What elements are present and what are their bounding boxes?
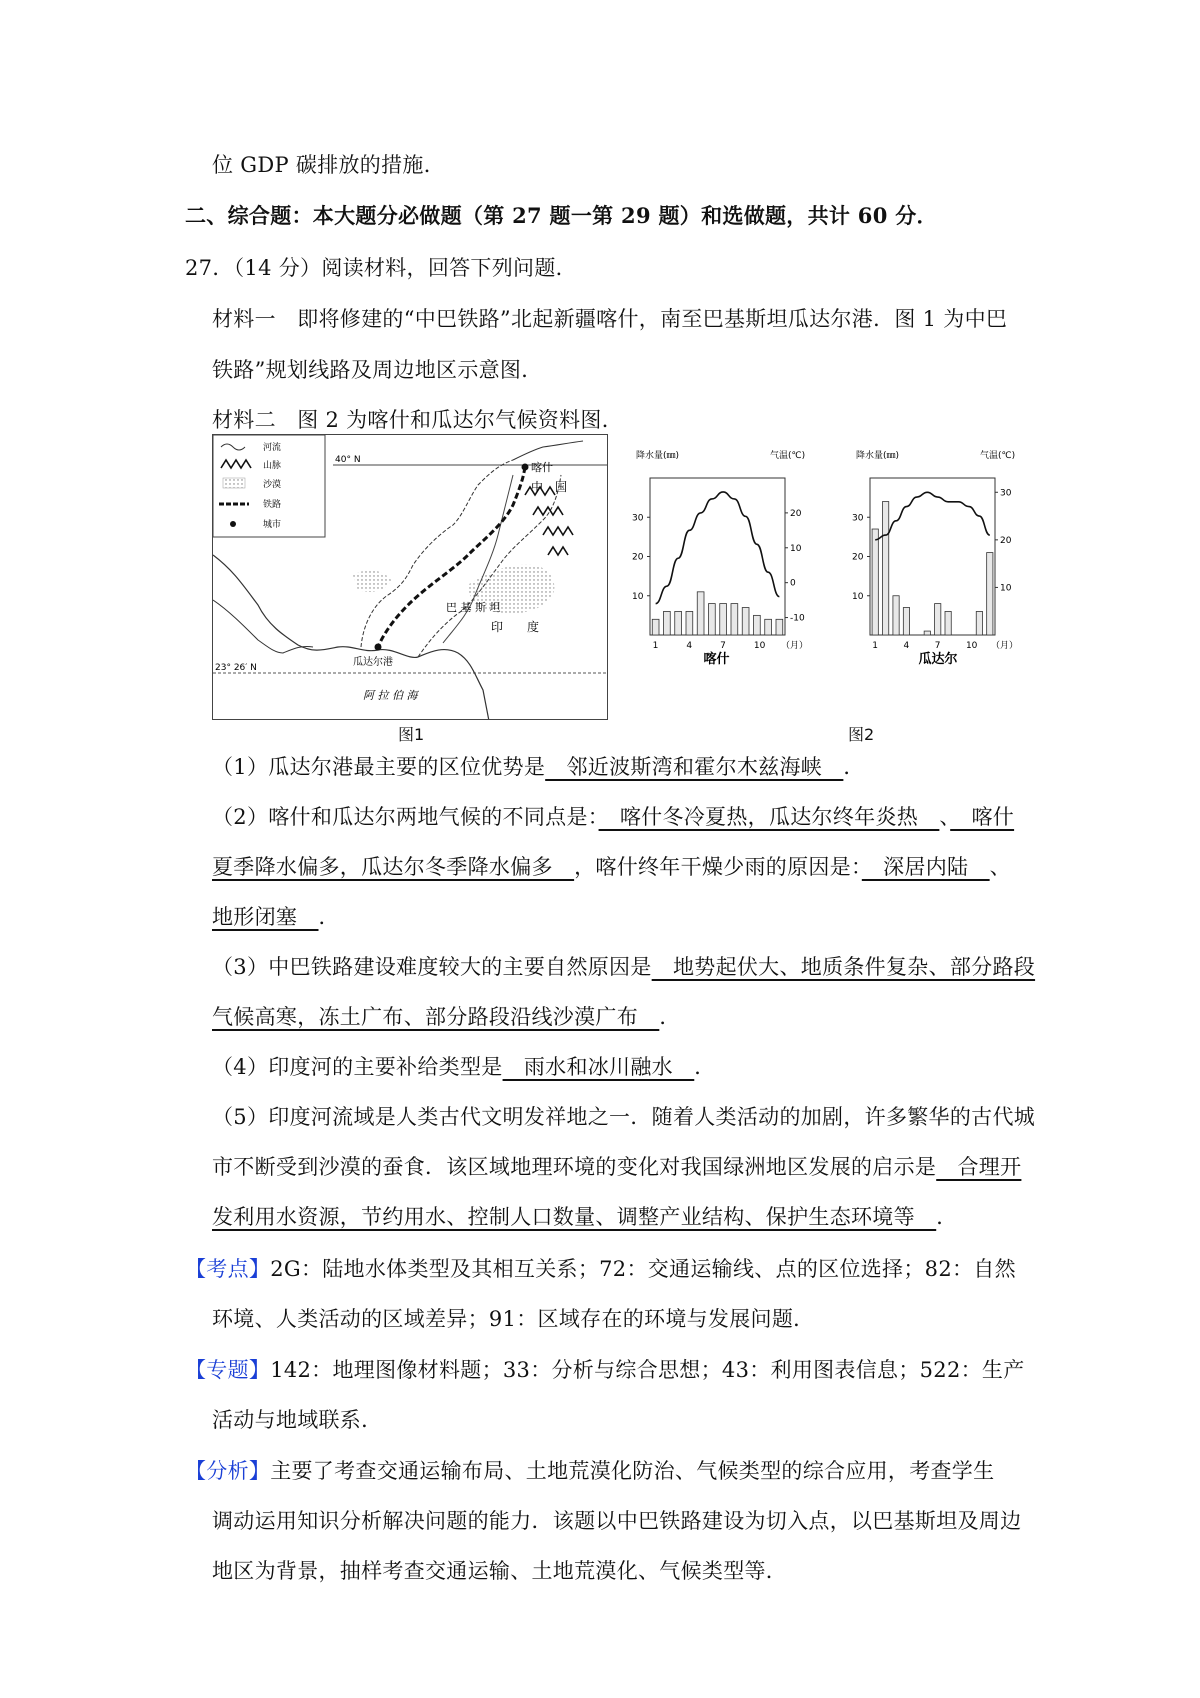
legend-railway: 铁路: [263, 500, 282, 510]
q1-end: ．: [843, 755, 865, 779]
chart-1-bar: [720, 604, 727, 635]
legend-river: 河流: [263, 443, 282, 453]
kaodian-line-2: 环境、人类活动的区域差异；91：区域存在的环境与发展问题．: [212, 1307, 815, 1331]
q2-answer-4: 地形闭塞: [212, 905, 319, 929]
chart-1-y2tick-label: -10: [790, 613, 805, 624]
zhuanti-line-1: [185, 1355, 1025, 1385]
chart-1-xtick-label: 1: [652, 641, 659, 651]
desert-area-2: [353, 570, 391, 592]
chart-2-ylabel-right: 气温(℃): [980, 451, 1016, 461]
chart-1-bar: [652, 619, 659, 635]
q3-end: ．: [659, 1005, 681, 1029]
chart-2-ylabel: 降水量(㎜): [856, 451, 900, 461]
lat-40-label: 40° N: [335, 455, 361, 465]
kaodian-tag: 【考点】: [185, 1257, 271, 1281]
chart-1-y2tick-label: 0: [790, 578, 796, 589]
material-1-line-1: 材料一 即将修建的“中巴铁路”北起新疆喀什，南至巴基斯坦瓜达尔港．图 1 为中巴: [212, 307, 1008, 331]
kashgar-label: 喀什: [531, 461, 553, 474]
legend-city-icon: [230, 521, 236, 527]
chart-2-bar: [935, 604, 941, 635]
zhuanti-line-2: 活动与地域联系．: [212, 1408, 383, 1432]
chart-1-xtick-label: 10: [753, 641, 766, 651]
q2-answer-1: 喀什冬冷夏热，瓜达尔终年炎热: [598, 805, 940, 829]
chart-1-bar: [754, 615, 761, 635]
chart-1-xlabel: （月）: [781, 641, 809, 651]
legend-mountain: 山脉: [263, 461, 282, 471]
chart-2-ytick-label: 20: [852, 552, 864, 563]
q5-end: ．: [936, 1205, 958, 1229]
question-3-line-1: [212, 952, 1035, 982]
q5-prompt: 市不断受到沙漠的蚕食．该区域地理环境的变化对我国绿洲地区发展的启示是: [212, 1155, 937, 1179]
chart-1-bar: [664, 611, 671, 635]
sea-label: 阿 拉 伯 海: [363, 689, 418, 702]
q2-sep2: 、: [989, 855, 1011, 879]
chart-1-bar: [697, 592, 704, 635]
q2-sep: 、: [939, 805, 951, 829]
text-line-1: 位 GDP 碳排放的措施．: [212, 153, 445, 177]
figure-2-climate-charts: [630, 440, 1050, 730]
question-2-line-3: [212, 902, 340, 932]
chart-1-y2tick-label: 20: [790, 508, 802, 519]
fenxi-line-3: 地区为背景，抽样考查交通运输、土地荒漠化、气候类型等．: [212, 1559, 788, 1583]
pakistan-label: 巴 基 斯 坦: [446, 601, 501, 614]
chart-1-bar: [776, 619, 783, 635]
q3-answer-2: 气候高寒，冻土广布、部分路段沿线沙漠广布: [212, 1005, 660, 1029]
zhuanti-tag: 【专题】: [185, 1358, 271, 1382]
q1-prompt: （1）瓜达尔港最主要的区位优势是: [212, 755, 546, 779]
indus-river: [443, 475, 513, 643]
chart-1-temperature-line: [656, 492, 780, 604]
pakistan-border-west: [361, 460, 513, 647]
chart-1-bar: [686, 611, 693, 635]
q5-answer-2: 发利用水资源，节约用水、控制人口数量、调整产业结构、保护生态环境等: [212, 1205, 937, 1229]
q4-prompt: （4）印度河的主要补给类型是: [212, 1055, 503, 1079]
fenxi-tag: 【分析】: [185, 1459, 271, 1483]
question-3-line-2: [212, 1002, 681, 1032]
chart-1-bar: [731, 604, 738, 635]
pakistan-border-east: [418, 475, 561, 657]
map-svg: [213, 435, 608, 720]
fenxi-line-2: 调动运用知识分析解决问题的能力．该题以中巴铁路建设为切入点，以巴基斯坦及周边: [212, 1509, 1022, 1533]
kaodian-text-1: 2G：陆地水体类型及其相互关系；72：交通运输线、点的区位选择；82：自然: [270, 1257, 1016, 1281]
chart-1-xtick-label: 4: [686, 641, 693, 651]
chart-2-bar: [924, 631, 930, 635]
legend-city: 城市: [263, 520, 282, 530]
chart-2-bar: [883, 502, 889, 635]
chart-2-title: 瓜达尔: [918, 652, 958, 667]
material-1-line-2: 铁路”规划线路及周边地区示意图．: [212, 358, 543, 382]
q3-prompt: （3）中巴铁路建设难度较大的主要自然原因是: [212, 955, 652, 979]
q2-end: ．: [318, 905, 340, 929]
chart-2-ytick-label: 30: [852, 513, 864, 524]
chart-2-ytick-label: 10: [852, 591, 864, 602]
fenxi-line-1: [185, 1456, 994, 1486]
chart-2-bar: [976, 611, 982, 635]
chart-2-xlabel: （月）: [991, 641, 1019, 651]
india-label: 印 度: [491, 620, 540, 634]
chart-2-bar: [893, 596, 899, 635]
question-5-line-1: （5）印度河流域是人类古代文明发祥地之一．随着人类活动的加剧，许多繁华的古代城: [212, 1105, 1036, 1129]
question-1: [212, 752, 865, 782]
chart-1-ylabel: 降水量(㎜): [636, 451, 680, 461]
chart-2-temperature-line: [875, 492, 990, 540]
figure-2-caption: 图2: [848, 725, 875, 744]
zhuanti-text-1: 142：地理图像材料题；33：分析与综合思想；43：利用图表信息；522：生产: [270, 1358, 1025, 1382]
tropic-label: 23° 26′ N: [215, 663, 257, 673]
question-2-line-1: [212, 802, 1014, 832]
q2-answer-2b: 夏季降水偏多，瓜达尔冬季降水偏多: [212, 855, 575, 879]
material-2: 材料二 图 2 为喀什和瓜达尔气候资料图．: [212, 408, 624, 432]
chart-1-bar: [765, 619, 772, 635]
kaodian-line-1: [185, 1254, 1016, 1284]
gwadar-city: [375, 644, 382, 651]
q2-answer-2a: 喀什: [950, 805, 1015, 829]
q4-end: ．: [694, 1055, 716, 1079]
chart-2-bar: [903, 608, 909, 635]
fenxi-text-1: 主要了考查交通运输布局、土地荒漠化防治、气候类型的综合应用，考查学生: [270, 1459, 995, 1483]
question-5-line-3: [212, 1202, 958, 1232]
china-border: [513, 441, 583, 460]
china-label: 中 国: [531, 480, 568, 494]
chart-1-ytick-label: 10: [632, 591, 644, 602]
chart-1-y2tick-label: 10: [790, 543, 802, 554]
section-heading: 二、综合题：本大题分必做题（第 27 题一第 29 题）和选做题，共计 60 分．: [185, 203, 938, 228]
chart-1-ylabel-right: 气温(℃): [770, 451, 806, 461]
legend-desert-icon: [223, 478, 245, 488]
chart-2-bar: [872, 529, 878, 635]
chart-1-ytick-label: 20: [632, 552, 644, 563]
q1-answer: 邻近波斯湾和霍尔木兹海峡: [545, 755, 844, 779]
chart-1-bar: [742, 608, 749, 635]
chart-2-xtick-label: 7: [934, 641, 941, 651]
q3-answer-1: 地势起伏大、地质条件复杂、部分路段: [651, 955, 1036, 979]
legend-desert: 沙漠: [263, 480, 282, 490]
chart-1-bar: [675, 611, 682, 635]
chart-1-ytick-label: 30: [632, 513, 644, 524]
q2-prompt: （2）喀什和瓜达尔两地气候的不同点是：: [212, 805, 599, 829]
q2-answer-3: 深居内陆: [861, 855, 990, 879]
q4-answer: 雨水和冰川融水: [502, 1055, 695, 1079]
gwadar-label: 瓜达尔港: [353, 657, 393, 668]
chart-2-xtick-label: 4: [903, 641, 910, 651]
chart-1-bar: [709, 604, 716, 635]
chart-2-bar: [987, 553, 993, 635]
question-27-intro: 27．（14 分）阅读材料，回答下列问题．: [185, 256, 577, 280]
chart-2-xtick-label: 1: [872, 641, 878, 651]
mountain-range: [525, 487, 573, 555]
chart-2-y2tick-label: 20: [1000, 535, 1012, 546]
question-4: [212, 1052, 716, 1082]
figure-1-map: [212, 434, 608, 720]
kashgar-city: [522, 464, 529, 471]
chart-2-y2tick-label: 30: [1000, 488, 1012, 499]
figure-1-caption: 图1: [398, 725, 425, 744]
chart-1-title: 喀什: [703, 652, 730, 667]
q2-mid: ，喀什终年干燥少雨的原因是：: [574, 855, 862, 879]
chart-2-xtick-label: 10: [965, 641, 978, 651]
question-5-line-2: [212, 1152, 1021, 1182]
q5-answer-1: 合理开: [936, 1155, 1022, 1179]
chart-2-y2tick-label: 10: [1000, 583, 1012, 594]
chart-1-xtick-label: 7: [720, 641, 726, 651]
chart-2-bar: [945, 611, 951, 635]
question-2-line-2: [212, 852, 1011, 882]
